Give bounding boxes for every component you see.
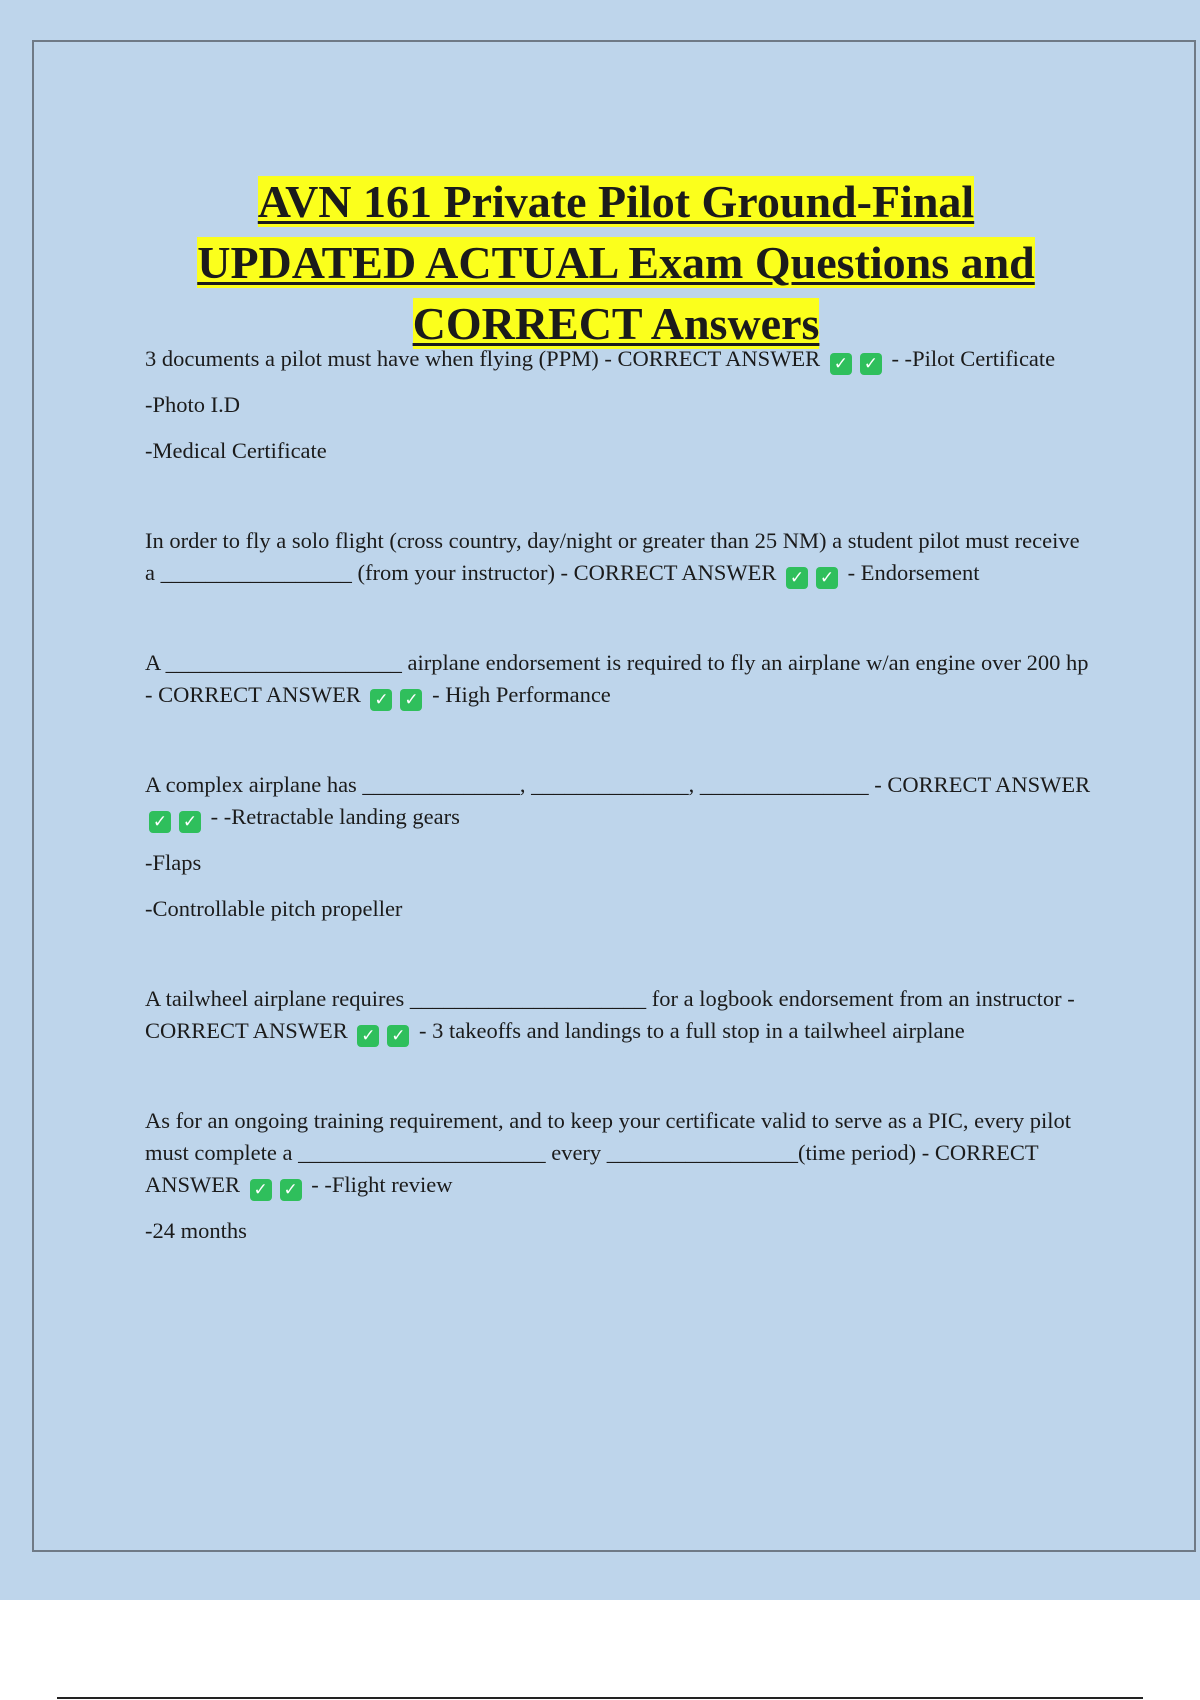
answer-text: Endorsement [860, 560, 980, 585]
qa-list [145, 343, 1095, 1305]
green-checkbox-icon: ✓ [250, 1179, 272, 1201]
green-checkbox-icon: ✓ [357, 1025, 379, 1047]
green-checkbox-icon: ✓ [816, 567, 838, 589]
answer-text: Flight review [331, 1172, 453, 1197]
qa-item [145, 343, 1095, 467]
answer-separator: - - [891, 346, 913, 371]
title-line-2: UPDATED ACTUAL Exam Questions and [197, 236, 1035, 288]
green-checkbox-icon: ✓ [830, 353, 852, 375]
qa-item [145, 769, 1095, 925]
qa-item [145, 525, 1095, 589]
qa-item [145, 983, 1095, 1047]
qa-question [145, 525, 1095, 589]
answer-extra-line: -Photo I.D [145, 392, 240, 417]
answer-extra-line: -Flaps [145, 850, 202, 875]
answer-text: 3 takeoffs and landings to a full stop in a tailwheel airplane [432, 1018, 965, 1043]
qa-item [145, 647, 1095, 711]
question-text: A _____________________ airplane endorsement is required to fly an airplane w/an engine over 200 hp - CORRECT ANSWER [145, 650, 1089, 707]
answer-extra-line: -Controllable pitch propeller [145, 896, 403, 921]
question-text: In order to fly a solo flight (cross country, day/night or greater than 25 NM) a student pilot must receive a _________________ (from your instructor) - CORRECT ANSWER [145, 528, 1080, 585]
answer-extra-line: -Medical Certificate [145, 438, 327, 463]
qa-question [145, 769, 1095, 833]
green-checkbox-icon: ✓ [149, 811, 171, 833]
document-title [60, 171, 1172, 354]
title-line-3: CORRECT Answers [412, 297, 820, 349]
green-checkbox-icon: ✓ [280, 1179, 302, 1201]
qa-question [145, 1105, 1095, 1201]
green-checkbox-icon: ✓ [387, 1025, 409, 1047]
qa-question [145, 647, 1095, 711]
green-checkbox-icon: ✓ [786, 567, 808, 589]
qa-item [145, 1105, 1095, 1247]
question-text: A tailwheel airplane requires _____________________ for a logbook endorsement from an instructor - CORRECT ANSWER [145, 986, 1075, 1043]
green-checkbox-icon: ✓ [370, 689, 392, 711]
answer-extra-line: -24 months [145, 1218, 247, 1243]
question-text: 3 documents a pilot must have when flying (PPM) - CORRECT ANSWER [145, 346, 821, 371]
footer-divider [57, 1697, 1143, 1699]
answer-separator: - [432, 682, 440, 707]
answer-text: Pilot Certificate [912, 346, 1056, 371]
green-checkbox-icon: ✓ [400, 689, 422, 711]
green-checkbox-icon: ✓ [860, 353, 882, 375]
answer-separator: - [847, 560, 856, 585]
question-text: As for an ongoing training requirement, and to keep your certificate valid to serve as a PIC, every pilot must complete a ______________________ every _________________(time period) - CORRECT ANSWER [145, 1108, 1071, 1197]
answer-separator: - - [210, 804, 232, 829]
answer-text: High Performance [445, 682, 611, 707]
green-checkbox-icon: ✓ [179, 811, 201, 833]
answer-separator: - [419, 1018, 427, 1043]
qa-question [145, 983, 1095, 1047]
title-line-1: AVN 161 Private Pilot Ground-Final [257, 175, 975, 227]
question-text: A complex airplane has ______________, ______________, _______________ - CORRECT ANSWER [145, 772, 1091, 797]
qa-question [145, 343, 1095, 375]
answer-separator: - - [311, 1172, 332, 1197]
answer-text: Retractable landing gears [231, 804, 460, 829]
